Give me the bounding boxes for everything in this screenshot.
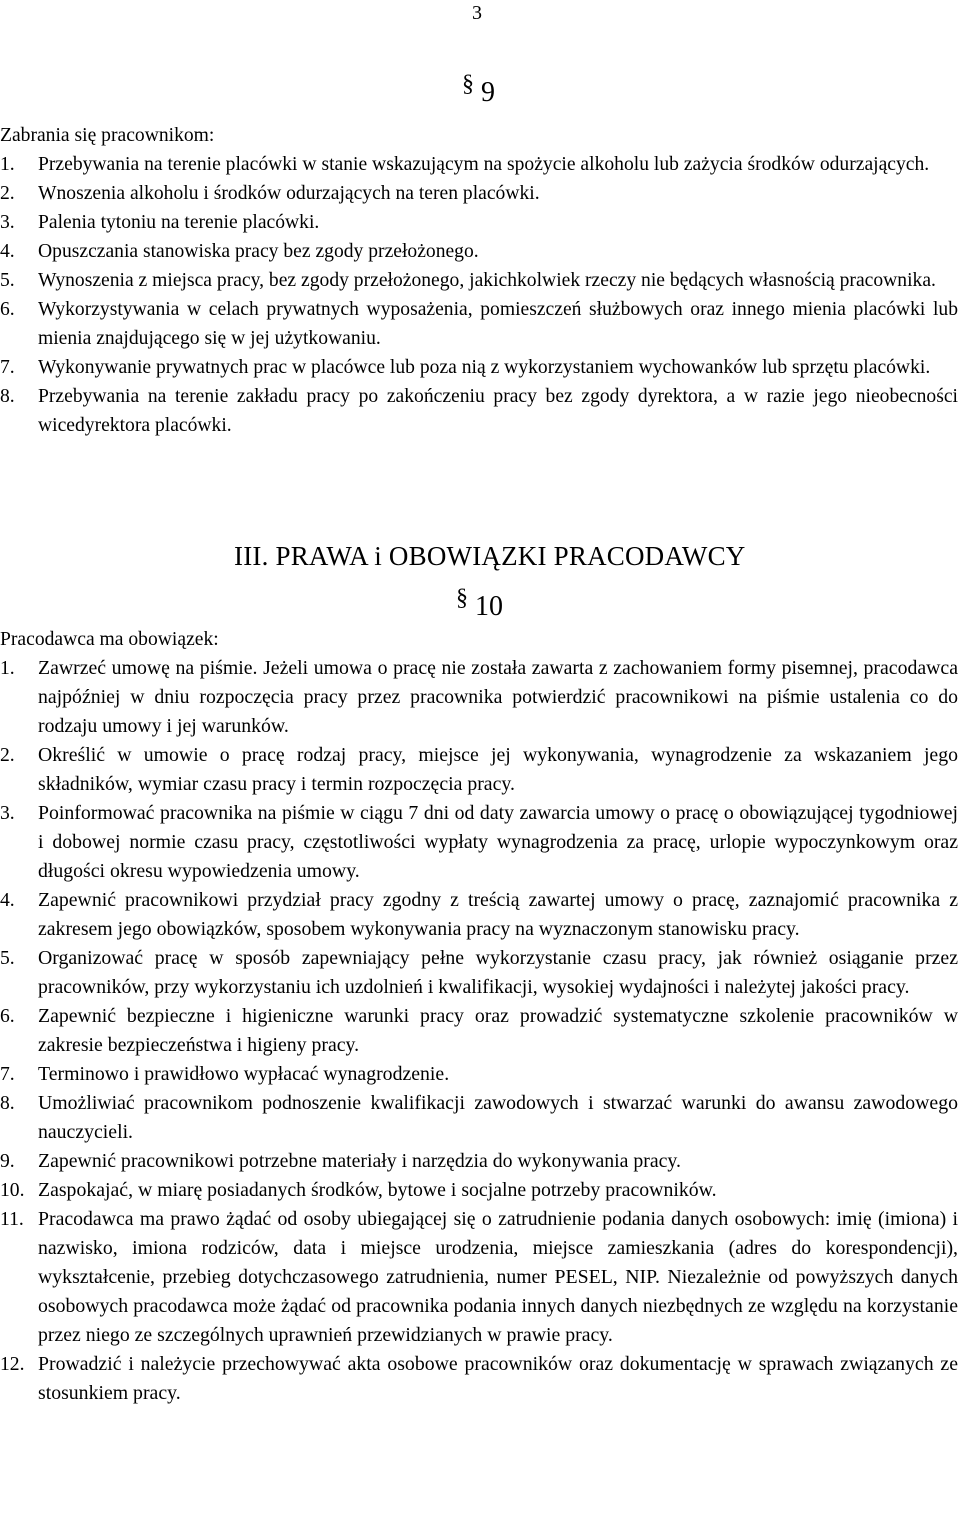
- item-number: 8.: [0, 386, 15, 407]
- list-item: [0, 654, 958, 741]
- list-item: [0, 1002, 958, 1060]
- section-symbol: §: [456, 585, 468, 611]
- item-text: Terminowo i prawidłowo wypłacać wynagrodzenie.: [38, 1063, 450, 1085]
- item-text: Zawrzeć umowę na piśmie. Jeżeli umowa o pracę nie została zawarta z zachowaniem formy pisemnej, pracodawca najpóźniej w dniu rozpoczęcia pracy przez pracownika potwierdzić pracownikowi na piśmie ustalenia co do rodzaju umowy i jej warunków.: [38, 657, 958, 737]
- section-9-body: [0, 121, 958, 440]
- list-item: [0, 1060, 958, 1089]
- item-text: Prowadzić i należycie przechowywać akta osobowe pracowników oraz dokumentację w sprawach związanych ze stosunkiem pracy.: [38, 1353, 958, 1404]
- item-number: 8.: [0, 1093, 15, 1114]
- page-number: 3: [472, 2, 482, 24]
- item-text: Wynoszenia z miejsca pracy, bez zgody przełożonego, jakichkolwiek rzeczy nie będących własnością pracownika.: [38, 270, 936, 291]
- item-number: 5.: [0, 948, 15, 969]
- section-9-heading: [462, 71, 495, 110]
- list-item: [0, 944, 958, 1002]
- list-item: [0, 799, 958, 886]
- item-number: 3.: [0, 212, 15, 233]
- item-text: Zaspokajać, w miarę posiadanych środków, bytowe i socjalne potrzeby pracowników.: [38, 1179, 717, 1201]
- item-text: Przebywania na terenie placówki w stanie wskazującym na spożycie alkoholu lub zażycia środków odurzających.: [38, 154, 930, 175]
- item-text: Wykonywanie prywatnych prac w placówce lub poza nią z wykorzystaniem wychowanków lub sprzętu placówki.: [38, 357, 931, 378]
- list-item: [0, 237, 958, 266]
- item-text: Określić w umowie o pracę rodzaj pracy, miejsce jej wykonywania, wynagrodzenie za wskazaniem jego składników, wymiar czasu pracy i termin rozpoczęcia pracy.: [38, 744, 958, 795]
- item-number: 12.: [0, 1354, 25, 1375]
- section-10-list: [0, 654, 958, 1408]
- item-number: 1.: [0, 658, 15, 679]
- section-9-intro: Zabrania się pracownikom:: [0, 125, 215, 146]
- list-item: [0, 1089, 958, 1147]
- item-number: 3.: [0, 803, 15, 824]
- list-item: [0, 1176, 958, 1205]
- list-item: [0, 1350, 958, 1408]
- item-text: Wnoszenia alkoholu i środków odurzających na teren placówki.: [38, 183, 540, 204]
- chapter-heading: III. PRAWA i OBOWIĄZKI PRACODAWCY: [234, 541, 746, 571]
- item-number: 4.: [0, 890, 15, 911]
- item-number: 2.: [0, 183, 15, 204]
- list-item: [0, 266, 958, 295]
- item-text: Organizować pracę w sposób zapewniający pełne wykorzystanie czasu pracy, jak również osiąganie przez pracowników, przy wykorzystaniu ich uzdolnień i kwalifikacji, wysokiej wydajności i należytej jakości pracy.: [38, 947, 958, 998]
- item-text: Wykorzystywania w celach prywatnych wyposażenia, pomieszczeń służbowych oraz innego mienia placówki lub mienia znajdującego się w jej użytkowaniu.: [38, 299, 958, 349]
- item-text: Przebywania na terenie zakładu pracy po zakończeniu pracy bez zgody dyrektora, a w razie jego nieobecności wicedyrektora placówki.: [38, 386, 958, 436]
- list-item: [0, 150, 958, 179]
- item-number: 1.: [0, 154, 15, 175]
- item-text: Zapewnić pracownikowi potrzebne materiały i narzędzia do wykonywania pracy.: [38, 1150, 681, 1172]
- list-item: [0, 353, 958, 382]
- section-number: 10: [475, 591, 503, 622]
- item-text: Zapewnić bezpieczne i higieniczne warunki pracy oraz prowadzić systematyczne szkolenie pracowników w zakresie bezpieczeństwa i higieny pracy.: [38, 1005, 958, 1056]
- item-text: Palenia tytoniu na terenie placówki.: [38, 212, 320, 233]
- list-item: [0, 1147, 958, 1176]
- item-number: 2.: [0, 745, 15, 766]
- list-item: [0, 295, 958, 353]
- list-item: [0, 1205, 958, 1350]
- item-text: Umożliwiać pracownikom podnoszenie kwalifikacji zawodowych i stwarzać warunki do awansu zawodowego nauczycieli.: [38, 1092, 958, 1143]
- item-text: Zapewnić pracownikowi przydział pracy zgodny z treścią zawartej umowy o pracę, zaznajomić pracownika z zakresem jego obowiązków, sposobem wykonywania pracy na wyznaczonym stanowisku pracy.: [38, 889, 958, 940]
- section-9-list: [0, 150, 958, 440]
- item-number: 6.: [0, 299, 15, 320]
- item-number: 4.: [0, 241, 15, 262]
- list-item: [0, 208, 958, 237]
- section-10-body: [0, 625, 958, 1408]
- item-number: 10.: [0, 1180, 25, 1201]
- item-number: 5.: [0, 270, 15, 291]
- section-symbol: §: [462, 71, 474, 97]
- list-item: [0, 382, 958, 440]
- item-number: 7.: [0, 357, 15, 378]
- section-10-heading: [456, 585, 503, 624]
- item-number: 9.: [0, 1151, 15, 1172]
- list-item: [0, 741, 958, 799]
- item-number: 7.: [0, 1064, 15, 1085]
- item-text: Poinformować pracownika na piśmie w ciągu 7 dni od daty zawarcia umowy o pracę o obowiązującej tygodniowej i dobowej normie czasu pracy, częstotliwości wypłaty wynagrodzenia za pracę, urlopie wypoczynkowym oraz długości okresu wypowiedzenia umowy.: [38, 802, 958, 882]
- section-number: 9: [481, 77, 495, 108]
- section-10-intro: Pracodawca ma obowiązek:: [0, 629, 219, 650]
- item-number: 6.: [0, 1006, 15, 1027]
- item-text: Pracodawca ma prawo żądać od osoby ubiegającej się o zatrudnienie podania danych osobowych: imię (imiona) i nazwisko, imiona rodziców, data i miejsce urodzenia, miejsce zamieszkania (adres do korespondencji), wykształcenie, przebieg dotychczasowego zatrudnienia, numer PESEL, NIP. Niezależnie od powyższych danych osobowych pracodawca może żądać od pracownika podania innych danych niezbędnych ze względu na korzystanie przez niego ze szczególnych uprawnień przewidzianych w prawie pracy.: [38, 1208, 958, 1346]
- list-item: [0, 886, 958, 944]
- item-text: Opuszczania stanowiska pracy bez zgody przełożonego.: [38, 241, 479, 262]
- item-number: 11.: [0, 1209, 24, 1230]
- list-item: [0, 179, 958, 208]
